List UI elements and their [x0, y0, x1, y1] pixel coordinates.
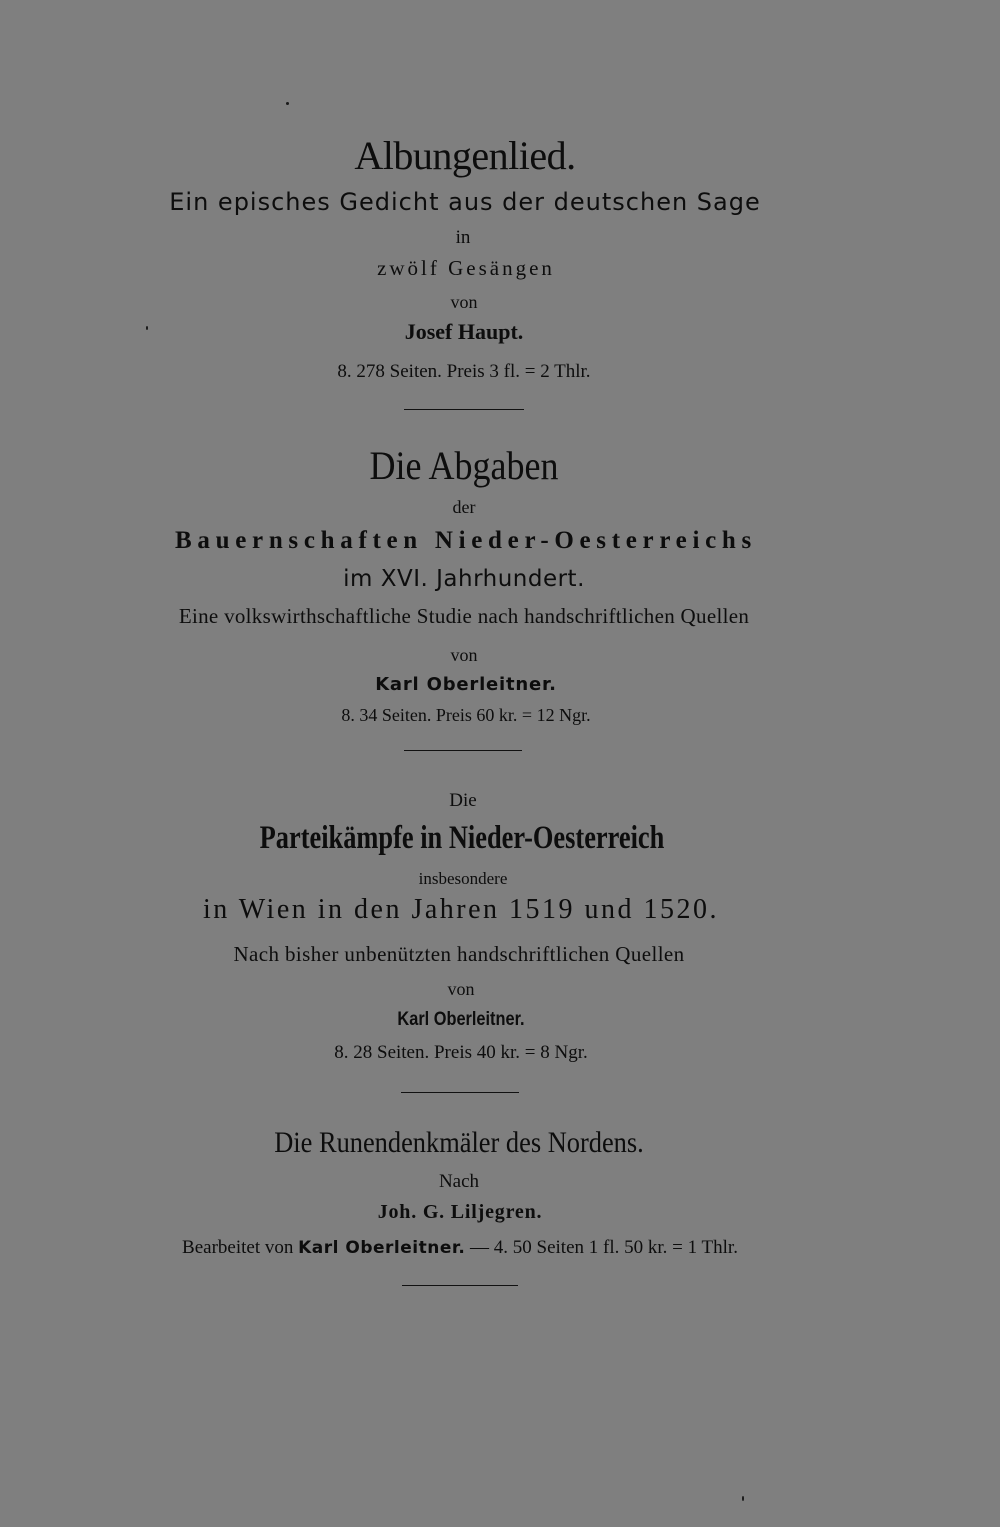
section-divider	[401, 1092, 519, 1093]
section-divider	[402, 1285, 518, 1286]
book-century: im XVI. Jahrhundert.	[343, 566, 585, 592]
edited-by-suffix: — 4. 50 Seiten 1 fl. 50 kr. = 1 Thlr.	[470, 1237, 738, 1258]
book-subject: in Wien in den Jahren 1519 und 1520.	[202, 894, 720, 925]
text-von: von	[447, 979, 475, 999]
editor-name: Karl Oberleitner.	[298, 1238, 466, 1258]
book-title-abgaben: Die Abgaben	[369, 443, 559, 488]
book-subject: Bauernschaften Nieder-Oesterreichs	[175, 527, 757, 554]
author-name: Josef Haupt.	[404, 319, 524, 344]
price-line: 8. 34 Seiten. Preis 60 kr. = 12 Ngr.	[341, 705, 591, 725]
book-title-runendenkmaeler: Die Runendenkmäler des Nordens.	[274, 1126, 644, 1159]
print-speck	[286, 102, 289, 105]
book-title-albungenlied: Albungenlied.	[354, 133, 576, 178]
edited-by-prefix: Bearbeitet von	[182, 1237, 294, 1258]
author-name: Joh. G. Liljegren.	[377, 1201, 543, 1223]
text-nach: Nach	[438, 1171, 480, 1192]
editor-line	[0, 1238, 920, 1257]
book-sources: Nach bisher unbenützten handschriftlichen Quellen	[233, 942, 685, 966]
book-title-parteikaempfe: Parteikämpfe in Nieder-Oesterreich	[259, 820, 665, 856]
book-study-description: Eine volkswirthschaftliche Studie nach handschriftlichen Quellen	[178, 604, 750, 628]
text-von: von	[450, 292, 478, 312]
text-der: der	[452, 497, 476, 517]
section-divider	[404, 750, 522, 751]
author-name: Karl Oberleitner.	[375, 674, 557, 695]
price-line: 8. 278 Seiten. Preis 3 fl. = 2 Thlr.	[337, 361, 591, 382]
text-insbesondere: insbesondere	[418, 869, 508, 888]
text-die: Die	[449, 790, 477, 811]
book-subtitle: Ein episches Gedicht aus der deutschen Sage	[169, 188, 761, 216]
author-name: Karl Oberleitner.	[397, 1009, 525, 1030]
text-songs: zwölf Gesängen	[377, 256, 555, 280]
print-speck	[742, 1496, 744, 1501]
text-in: in	[455, 227, 471, 248]
price-line: 8. 28 Seiten. Preis 40 kr. = 8 Ngr.	[334, 1042, 588, 1063]
section-divider	[404, 409, 524, 410]
text-von: von	[450, 645, 478, 665]
